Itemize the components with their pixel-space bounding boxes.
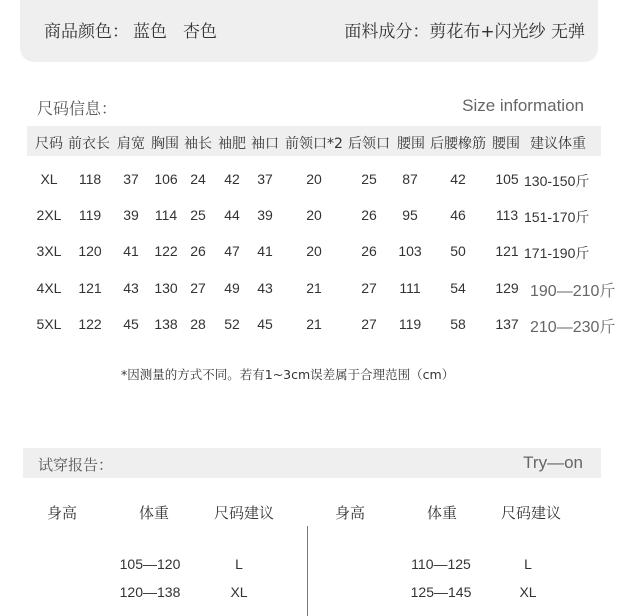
try-on-header-cell: 体重 [426,504,458,522]
size-section-title-en: Size information [462,96,584,115]
size-label: 5XL [36,316,62,332]
size-value: 39 [257,207,273,223]
size-value: 122 [78,316,102,332]
size-value: 52 [224,316,240,332]
size-value: 45 [123,316,139,332]
size-value: 24 [190,171,206,187]
size-value: 20 [306,207,322,223]
size-value: 87 [402,171,418,187]
size-value: 45 [257,316,273,332]
suggested-size: L [235,556,243,572]
size-value: 119 [398,316,422,332]
size-header-cell: 后腰橡筋 [430,136,486,152]
weight-range: 120—138 [119,584,181,600]
size-value: 43 [123,280,139,296]
color-option: 蓝色 [133,22,167,42]
size-header-cell: 尺码 [35,136,63,152]
size-value: 42 [450,171,466,187]
size-value: 210—230斤 [530,319,616,336]
size-value: 20 [306,243,322,259]
size-value: 118 [78,171,102,187]
size-value: 26 [361,243,377,259]
fabric-value: 剪花布+闪光纱 无弹 [429,22,585,42]
try-on-header-cell: 身高 [46,504,78,522]
size-value: 28 [190,316,206,332]
size-label: XL [40,171,58,187]
size-header-cell: 后领口 [348,136,390,152]
size-value: 105 [495,171,519,187]
size-header-cell: 前衣长 [68,136,110,152]
size-header-cell: 前领口*2 [285,136,343,152]
size-value: 137 [495,316,519,332]
size-value: 129 [495,280,519,296]
size-value: 25 [190,207,206,223]
size-value: 26 [190,243,206,259]
size-value: 122 [154,243,178,259]
size-value: 120 [78,243,102,259]
size-value: 171-190斤 [524,245,590,261]
size-value: 111 [399,280,421,296]
size-header-cell: 建议体重 [530,136,586,152]
size-value: 54 [450,280,466,296]
size-value: 121 [495,243,519,259]
size-value: 50 [450,243,466,259]
color-label: 商品颜色： [44,22,129,42]
try-on-title: 试穿报告： [38,456,114,474]
size-value: 20 [306,171,322,187]
size-value: 95 [402,207,418,223]
size-header-cell: 胸围 [151,136,179,152]
size-value: 113 [495,207,519,223]
size-value: 121 [78,280,102,296]
fabric-info [344,17,585,42]
size-value: 41 [123,243,139,259]
size-label: 3XL [36,243,62,259]
size-table-header [27,126,601,156]
size-header-cell: 袖口 [251,136,279,152]
size-value: 46 [450,207,466,223]
size-header-cell: 肩宽 [117,136,145,152]
weight-range: 125—145 [410,584,472,600]
size-value: 39 [123,207,139,223]
suggested-size: XL [230,584,248,600]
weight-range: 110—125 [411,556,471,572]
weight-range: 105—120 [119,556,181,572]
measurement-note: *因测量的方式不同。若有1~3cm误差属于合理范围（cm） [121,367,455,382]
size-value: 43 [257,280,273,296]
try-on-header-cell: 尺码建议 [213,504,275,522]
try-on-header-cell: 体重 [138,504,170,522]
size-value: 58 [450,316,466,332]
size-value: 26 [361,207,377,223]
size-value: 37 [257,171,273,187]
try-on-title-en: Try—on [523,453,583,472]
size-value: 27 [361,280,377,296]
size-header-cell: 袖长 [184,136,212,152]
size-header-cell: 袖肥 [218,136,246,152]
suggested-size: XL [519,584,537,600]
size-value: 49 [224,280,240,296]
try-on-header-cell: 尺码建议 [500,504,562,522]
size-value: 27 [361,316,377,332]
size-label: 4XL [36,280,62,296]
column-divider [307,526,308,616]
size-value: 106 [154,171,178,187]
size-header-cell: 腰围 [492,136,520,152]
size-value: 114 [154,207,178,223]
size-section-title: 尺码信息： [37,99,118,118]
size-value: 138 [154,316,178,332]
size-label: 2XL [36,207,62,223]
size-value: 44 [224,207,240,223]
size-value: 42 [224,171,240,187]
size-value: 21 [306,280,322,296]
color-option: 杏色 [183,22,217,42]
size-value: 25 [361,171,377,187]
size-value: 103 [398,243,422,259]
fabric-label: 面料成分： [344,22,430,42]
size-value: 41 [257,243,273,259]
color-info [44,17,217,42]
size-value: 119 [78,207,102,223]
suggested-size: L [524,556,532,572]
try-on-header-bar [23,448,601,478]
size-value: 190—210斤 [530,283,616,300]
size-value: 47 [224,243,240,259]
size-value: 37 [123,171,139,187]
try-on-header-cell: 身高 [334,504,366,522]
size-header-cell: 腰围 [397,136,425,152]
size-value: 130 [154,280,178,296]
size-value: 130-150斤 [524,173,590,189]
size-value: 151-170斤 [524,209,590,225]
size-value: 21 [306,316,322,332]
size-value: 27 [190,280,206,296]
